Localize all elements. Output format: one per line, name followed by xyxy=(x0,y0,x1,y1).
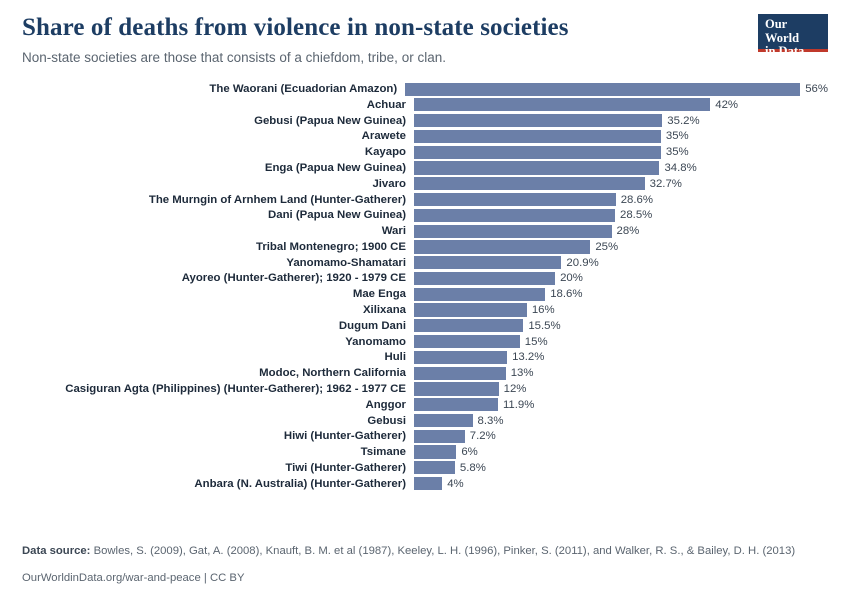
bar-category-label: Tsimane xyxy=(360,446,406,459)
bar-row xyxy=(22,445,828,459)
bar-track xyxy=(414,177,828,191)
bar-row xyxy=(22,177,828,191)
bar-category-label: Dani (Papua New Guinea) xyxy=(268,209,406,222)
bar xyxy=(414,146,661,159)
bar xyxy=(414,240,590,253)
owid-logo-line1: Our World xyxy=(765,17,800,45)
bar-row xyxy=(22,414,828,428)
bar-category-label: Mae Enga xyxy=(352,288,406,301)
bar-category-label: Yanomamo xyxy=(345,335,406,348)
bar-value-label: 35% xyxy=(665,146,689,159)
bar-row xyxy=(22,193,828,207)
chart-header xyxy=(22,14,828,66)
bar-track xyxy=(414,398,828,412)
bar-track xyxy=(414,98,828,112)
bar xyxy=(414,225,612,238)
bar-value-label: 12% xyxy=(503,382,527,395)
bar-value-label: 6% xyxy=(461,446,478,459)
bar xyxy=(414,430,465,443)
bar-value-label: 15% xyxy=(524,335,548,348)
data-source-label: Data source: xyxy=(22,545,91,558)
bar-row xyxy=(22,382,828,396)
bar-rows xyxy=(22,82,828,490)
bar-category-label: The Waorani (Ecuadorian Amazon) xyxy=(209,83,398,96)
chart-footer xyxy=(22,543,828,586)
bar-row xyxy=(22,366,828,380)
bar-track xyxy=(414,335,828,349)
bar-value-label: 15.5% xyxy=(528,319,561,332)
bar-row xyxy=(22,98,828,112)
bar xyxy=(414,351,507,364)
bar-row xyxy=(22,398,828,412)
owid-logo[interactable] xyxy=(758,14,828,58)
bar-row xyxy=(22,303,828,317)
bar xyxy=(414,461,455,474)
bar xyxy=(414,161,659,174)
bar-category-label: Enga (Papua New Guinea) xyxy=(264,162,406,174)
bar-category-label: Tiwi (Hunter-Gatherer) xyxy=(285,461,406,474)
bar-track xyxy=(414,240,828,254)
bar-value-label: 34.8% xyxy=(664,162,697,174)
bar-row xyxy=(22,461,828,475)
bar-row xyxy=(22,82,828,96)
bar-track xyxy=(414,445,828,459)
bar xyxy=(414,256,561,269)
bar-track xyxy=(414,382,828,396)
bar-category-label: Huli xyxy=(384,351,406,364)
bar-value-label: 32.7% xyxy=(649,177,682,190)
bar-value-label: 4% xyxy=(447,477,464,490)
page-title: Share of deaths from violence in non-state societies xyxy=(22,14,569,41)
bar xyxy=(414,130,661,143)
bar xyxy=(414,272,555,285)
bar-row xyxy=(22,477,828,491)
bar xyxy=(414,414,473,427)
bar-value-label: 20% xyxy=(560,272,583,285)
bar xyxy=(414,367,506,380)
bar-category-label: Achuar xyxy=(366,98,406,111)
bar-category-label: Ayoreo (Hunter-Gatherer); 1920 - 1979 CE xyxy=(181,272,406,285)
page-subtitle: Non-state societies are those that consists of a chiefdom, tribe, or clan. xyxy=(22,49,446,65)
bar xyxy=(414,319,523,332)
bar-category-label: Hiwi (Hunter-Gatherer) xyxy=(283,430,406,443)
bar-row xyxy=(22,272,828,286)
bar-track xyxy=(414,272,828,286)
bar xyxy=(414,177,645,190)
bar-category-label: Xilixana xyxy=(362,304,406,317)
bar-value-label: 20.9% xyxy=(566,256,599,269)
bar-row xyxy=(22,240,828,254)
bar-value-label: 42% xyxy=(715,98,739,111)
bar-row xyxy=(22,114,828,128)
bar-category-label: Wari xyxy=(381,225,406,238)
bar-track xyxy=(414,477,828,491)
bar xyxy=(414,477,442,490)
bar xyxy=(405,83,800,96)
bar-value-label: 25% xyxy=(595,240,619,253)
bar-track xyxy=(414,224,828,238)
bar-value-label: 7.2% xyxy=(469,430,496,443)
bar-track xyxy=(405,82,828,96)
bar xyxy=(414,209,615,222)
bar-row xyxy=(22,161,828,175)
bar-value-label: 13% xyxy=(510,367,534,380)
bar-row xyxy=(22,209,828,223)
bar xyxy=(414,398,498,411)
owid-logo-line2: in Data xyxy=(765,44,805,58)
bar-track xyxy=(414,319,828,333)
bar-track xyxy=(414,366,828,380)
bar-category-label: Anbara (N. Australia) (Hunter-Gatherer) xyxy=(194,477,406,490)
bar-row xyxy=(22,319,828,333)
data-source-line xyxy=(22,543,828,559)
bar-category-label: Modoc, Northern California xyxy=(259,367,406,380)
bar-row xyxy=(22,287,828,301)
bar-track xyxy=(414,351,828,365)
bar-track xyxy=(414,429,828,443)
bar-row xyxy=(22,256,828,270)
bar-value-label: 11.9% xyxy=(502,398,535,411)
bar xyxy=(414,288,545,301)
bar xyxy=(414,382,499,395)
bar-value-label: 28.6% xyxy=(620,193,654,206)
bar-category-label: Jivaro xyxy=(372,177,406,190)
bar-track xyxy=(414,287,828,301)
bar-row xyxy=(22,145,828,159)
bar-row xyxy=(22,335,828,349)
bar-value-label: 35% xyxy=(665,130,689,143)
bar-category-label: Tribal Montenegro; 1900 CE xyxy=(255,240,406,253)
bar xyxy=(414,193,616,206)
bar-track xyxy=(414,303,828,317)
bar-value-label: 28% xyxy=(616,225,640,238)
bar-track xyxy=(414,161,828,175)
bar-track xyxy=(414,414,828,428)
bar-row xyxy=(22,130,828,144)
bar-track xyxy=(414,130,828,144)
bar-track xyxy=(414,193,828,207)
bar-track xyxy=(414,145,828,159)
bar xyxy=(414,114,662,127)
bar xyxy=(414,335,520,348)
data-source-text: Bowles, S. (2009), Gat, A. (2008), Knauft, B. M. et al (1987), Keeley, L. H. (1996), Pinker, S. (2011), and Walker, R. S., & Bailey, D. H. (2013) xyxy=(93,545,796,558)
bar-category-label: Gebusi (Papua New Guinea) xyxy=(254,114,406,127)
bar-value-label: 16% xyxy=(531,304,555,317)
bar xyxy=(414,98,710,111)
bar-row xyxy=(22,224,828,238)
bar-row xyxy=(22,429,828,443)
bar-value-label: 28.5% xyxy=(620,209,653,222)
bar-track xyxy=(414,209,828,223)
bar-category-label: Arawete xyxy=(361,130,406,143)
license-line[interactable]: OurWorldinData.org/war-and-peace | CC BY xyxy=(22,571,245,584)
bar-category-label: Anggor xyxy=(365,398,406,411)
bar-value-label: 13.2% xyxy=(512,351,545,364)
bar-track xyxy=(414,461,828,475)
bar xyxy=(414,303,527,316)
bar-chart xyxy=(22,82,828,512)
bar-track xyxy=(414,114,828,128)
bar-category-label: Gebusi xyxy=(367,414,406,427)
bar-category-label: Yanomamo-Shamatari xyxy=(286,256,406,269)
bar-category-label: Kayapo xyxy=(364,146,406,159)
bar-value-label: 8.3% xyxy=(477,414,504,427)
bar-category-label: Casiguran Agta (Philippines) (Hunter-Gatherer); 1962 - 1977 CE xyxy=(65,382,406,395)
bar-category-label: Dugum Dani xyxy=(338,319,406,332)
bar-value-label: 56% xyxy=(805,83,828,96)
bar-track xyxy=(414,256,828,270)
bar-value-label: 5.8% xyxy=(459,461,486,474)
bar xyxy=(414,445,456,458)
bar-value-label: 35.2% xyxy=(667,114,700,127)
bar-value-label: 18.6% xyxy=(550,288,583,301)
bar-row xyxy=(22,351,828,365)
bar-category-label: The Murngin of Arnhem Land (Hunter-Gatherer) xyxy=(148,193,406,206)
